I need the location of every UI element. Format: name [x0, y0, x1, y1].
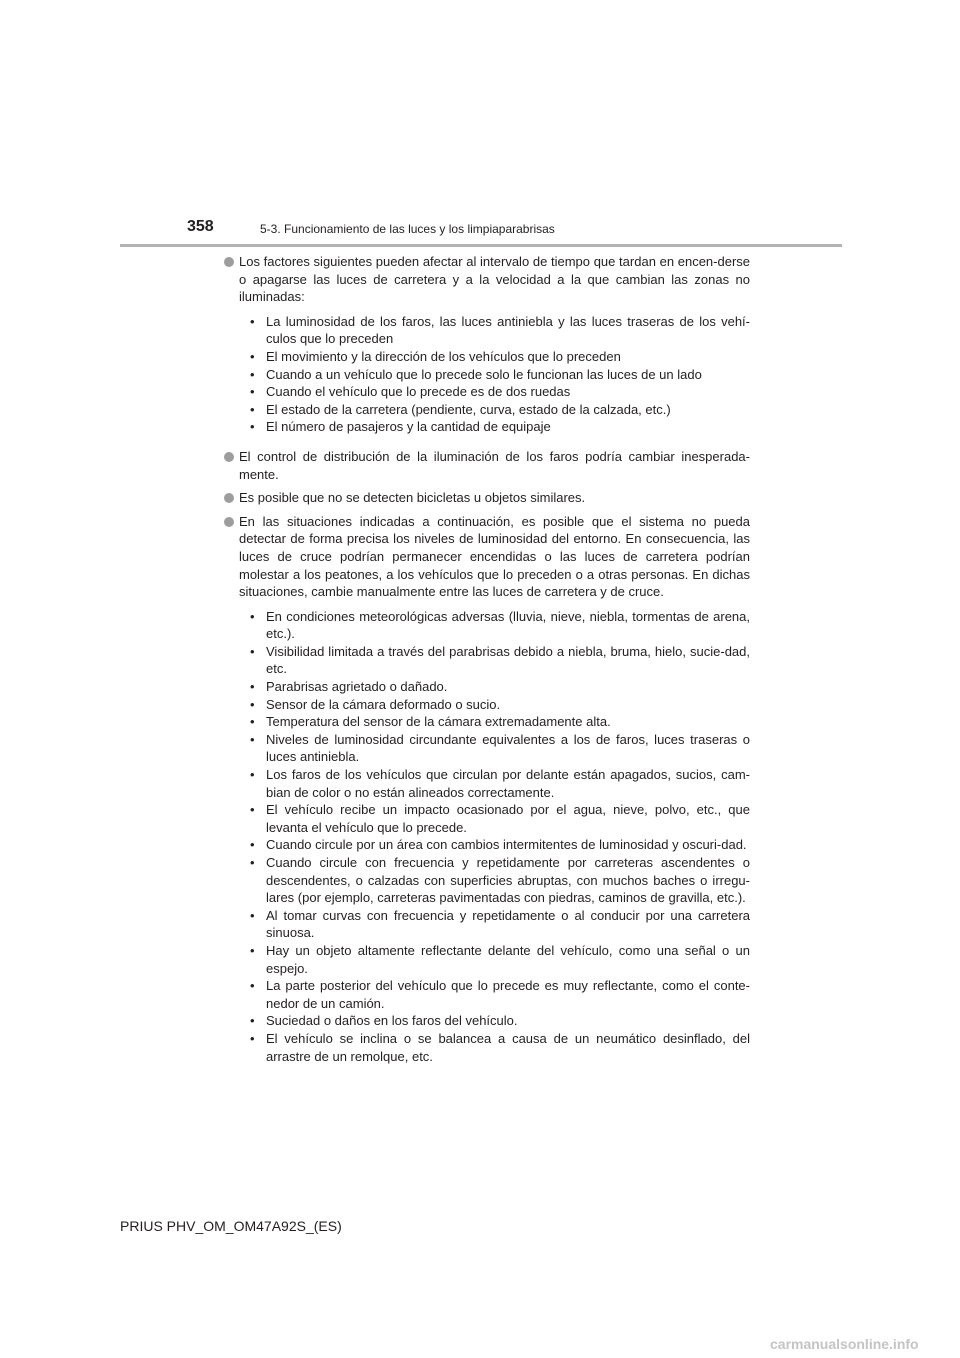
list-item: • El estado de la carretera (pendiente, curva, estado de la calzada, etc.) — [239, 401, 750, 419]
bullet-dot-icon — [224, 452, 234, 462]
list-item: • Los faros de los vehículos que circulan por delante están apagados, sucios, cam-bian de color o no están alineados correctamente. — [239, 766, 750, 801]
list-item: • Cuando circule por un área con cambios intermitentes de luminosidad y oscuri-dad. — [239, 836, 750, 854]
list-item: • La luminosidad de los faros, las luces antiniebla y las luces traseras de los vehí-culos que lo preceden — [239, 313, 750, 348]
bullet-dot-icon — [224, 517, 234, 527]
list-item: • El número de pasajeros y la cantidad de equipaje — [239, 418, 750, 436]
list-item: • La parte posterior del vehículo que lo precede es muy reflectante, como el conte-nedor de un camión. — [239, 977, 750, 1012]
list-item: • El movimiento y la dirección de los vehículos que lo preceden — [239, 348, 750, 366]
bullet-text: Es posible que no se detecten bicicletas u objetos similares. — [239, 490, 586, 506]
list-item: • En condiciones meteorológicas adversas (lluvia, nieve, niebla, tormentas de arena, etc.). — [239, 608, 750, 643]
content — [224, 253, 750, 1071]
list-item: • Sensor de la cámara deformado o sucio. — [239, 696, 750, 714]
bullet-item — [224, 489, 750, 507]
bullet-item — [224, 513, 750, 1071]
list-item: • Cuando a un vehículo que lo precede solo le funcionan las luces de un lado — [239, 366, 750, 384]
bullet-item — [224, 253, 750, 442]
list-item: • Hay un objeto altamente reflectante delante del vehículo, como una señal o un espejo. — [239, 942, 750, 977]
bullet-text: Los factores siguientes pueden afectar al intervalo de tiempo que tardan en encen-derse o apagarse las luces de carretera y a la velocidad a la que cambian las zonas no iluminadas: — [239, 254, 750, 305]
list-item: • Cuando circule con frecuencia y repetidamente por carreteras ascendentes o descendentes, o calzadas con superficies abruptas, con muchos baches o irregu-lares (por ejemplo, carreteras pavimentadas con piedras, caminos de gravilla, etc.). — [239, 854, 750, 907]
list-item: • El vehículo recibe un impacto ocasionado por el agua, nieve, polvo, etc., que levanta el vehículo que lo precede. — [239, 801, 750, 836]
document-code: PRIUS PHV_OM_OM47A92S_(ES) — [120, 1218, 342, 1234]
sub-list — [239, 313, 750, 436]
sub-list — [239, 608, 750, 1065]
bullet-text: El control de distribución de la iluminación de los faros podría cambiar inesperada-mente. — [239, 448, 750, 482]
list-item: • Cuando el vehículo que lo precede es de dos ruedas — [239, 383, 750, 401]
list-item: • Suciedad o daños en los faros del vehículo. — [239, 1012, 750, 1030]
section-title: 5-3. Funcionamiento de las luces y los limpiaparabrisas — [260, 222, 555, 236]
bullet-text: En las situaciones indicadas a continuación, es posible que el sistema no pueda detectar de forma precisa los niveles de luminosidad del entorno. En consecuencia, las luces de cruce podrían permanecer encendidas o las luces de carretera podrían molestar a los peatones, a los vehículos que lo preceden o a otras personas. En dichas situaciones, cambie manualmente entre las luces de carretera y de cruce. — [239, 513, 750, 600]
list-item: • Niveles de luminosidad circundante equivalentes a los de faros, luces traseras o luces antiniebla. — [239, 731, 750, 766]
bullet-dot-icon — [224, 257, 234, 267]
list-item: • Visibilidad limitada a través del parabrisas debido a niebla, bruma, hielo, sucie-dad, etc. — [239, 643, 750, 678]
watermark: carmanualsonline.info — [770, 1336, 919, 1352]
page-number: 358 — [187, 218, 214, 235]
header-rule — [120, 244, 842, 247]
bullet-dot-icon — [224, 493, 234, 503]
list-item: • El vehículo se inclina o se balancea a causa de un neumático desinflado, del arrastre de un remolque, etc. — [239, 1030, 750, 1065]
list-item: • Parabrisas agrietado o dañado. — [239, 678, 750, 696]
list-item: • Temperatura del sensor de la cámara extremadamente alta. — [239, 713, 750, 731]
bullet-item — [224, 448, 750, 483]
list-item: • Al tomar curvas con frecuencia y repetidamente o al conducir por una carretera sinuosa. — [239, 907, 750, 942]
